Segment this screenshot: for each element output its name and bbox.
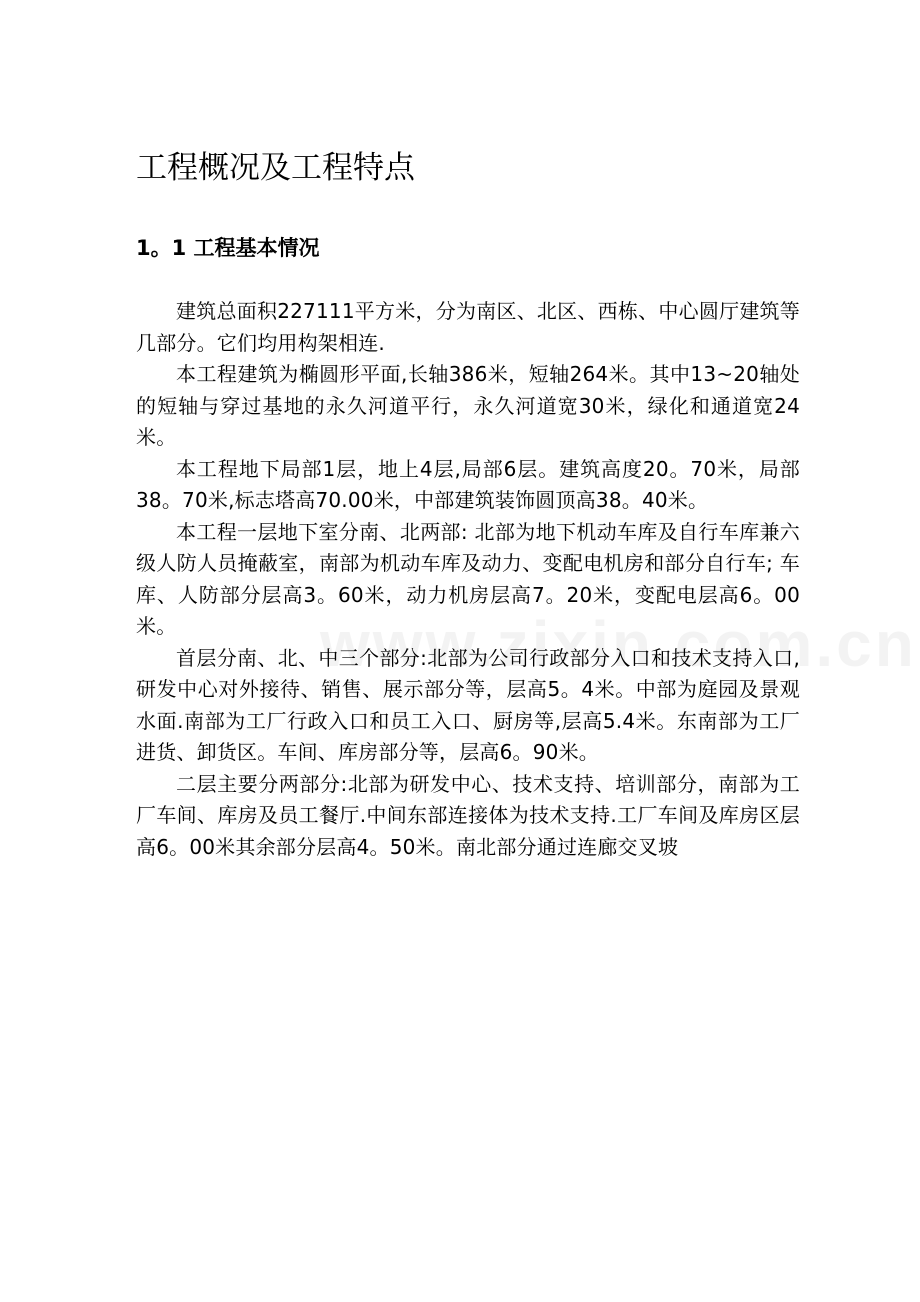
document-body [136,296,800,863]
paragraph-floors: 本工程地下局部1层，地上4层,局部6层。建筑高度20。70米，局部38。70米,标志塔高70.00米，中部建筑装饰圆顶高38。40米。 [136,456,800,512]
paragraph-second-floor: 二层主要分两部分:北部为研发中心、技术支持、培训部分，南部为工厂车间、库房及员工餐厅.中间东部连接体为技术支持.工厂车间及库房区层高6。00米其余部分层高4。50米。南北部分通过连廊交叉坡 [136,771,800,859]
paragraph-basement: 本工程一层地下室分南、北两部: 北部为地下机动车库及自行车库兼六级人防人员掩蔽室，南部为机动车库及动力、变配电机房和部分自行车; 车库、人防部分层高3。60米，动力机房层高7。20米，变配电层高6。00米。 [136,519,800,638]
section-heading: 1。1 工程基本情况 [136,236,320,260]
paragraph-ground-floor: 首层分南、北、中三个部分:北部为公司行政部分入口和技术支持入口,研发中心对外接待、销售、展示部分等，层高5。4米。中部为庭园及景观水面.南部为工厂行政入口和员工入口、厨房等,层高5.4米。东南部为工厂进货、卸货区。车间、库房部分等，层高6。90米。 [136,645,800,764]
paragraph-area: 建筑总面积227111平方米，分为南区、北区、西栋、中心圆厅建筑等几部分。它们均用构架相连. [136,299,800,355]
paragraph-plan: 本工程建筑为椭圆形平面,长轴386米，短轴264米。其中13~20轴处的短轴与穿过基地的永久河道平行，永久河道宽30米，绿化和通道宽24米。 [136,362,800,449]
document-title: 工程概况及工程特点 [136,150,415,186]
